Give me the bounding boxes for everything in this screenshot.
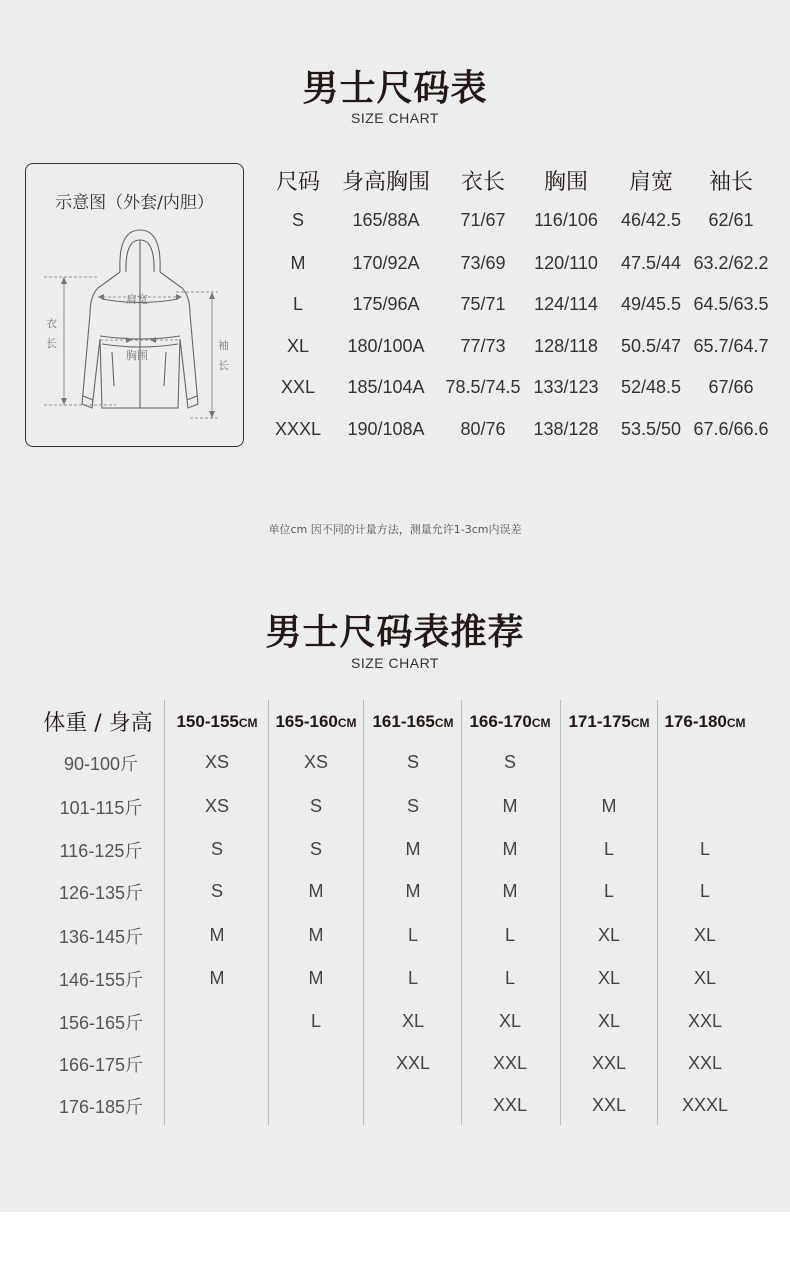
size-chart-cell: 138/128 <box>533 419 599 439</box>
size-chart-cell: 190/108A <box>347 419 425 439</box>
recommendation-title: 男士尺码表推荐 <box>265 612 525 653</box>
size-chart-header: 胸围 <box>543 170 588 195</box>
recommended-size-cell: L <box>504 925 515 945</box>
size-chart-cell: 165/88A <box>352 210 420 230</box>
height-range-value: 161-165 <box>372 712 435 731</box>
size-chart-cell: 67/66 <box>708 377 754 397</box>
recommended-size-cell: XXL <box>591 1095 627 1115</box>
size-chart-cell: 120/110 <box>534 253 598 273</box>
recommended-size-cell: M <box>209 925 225 945</box>
size-chart-cell: 170/92A <box>352 253 420 273</box>
size-chart-cell: S <box>291 210 304 230</box>
size-chart-cell: 62/61 <box>708 210 754 230</box>
size-chart-cell: 71/67 <box>460 210 506 230</box>
recommended-size-cell: XXXL <box>681 1095 729 1115</box>
size-chart-cell: 124/114 <box>534 294 598 314</box>
recommended-size-cell: S <box>309 796 322 816</box>
size-chart-cell: 80/76 <box>460 419 506 439</box>
recommended-size-cell: S <box>503 752 516 772</box>
recommended-size-cell: XXL <box>687 1053 723 1073</box>
size-chart-cell: M <box>290 253 306 273</box>
size-chart-header: 袖长 <box>708 170 753 195</box>
shoulder-label: 肩宽 <box>126 293 148 306</box>
weight-range-label: 116-125斤 <box>59 841 143 861</box>
height-range-value: 150-155 <box>176 712 239 731</box>
size-chart-cell: 47.5/44 <box>620 253 682 273</box>
recommended-size-cell: L <box>699 881 710 901</box>
height-range-header <box>268 712 364 732</box>
height-range-value: 171-175 <box>568 712 631 731</box>
height-range-header <box>169 712 265 732</box>
size-chart-cell: 77/73 <box>460 336 506 356</box>
recommended-size-cell: XXL <box>687 1011 723 1031</box>
weight-range-label: 126-135斤 <box>58 883 144 903</box>
size-chart-cell: 133/123 <box>533 377 599 397</box>
weight-range-label: 101-115斤 <box>59 798 143 818</box>
sleeve-label-1: 袖 <box>218 339 229 352</box>
size-chart-cell: 49/45.5 <box>620 294 682 314</box>
size-chart-cell: 73/69 <box>460 253 506 273</box>
recommended-size-cell: L <box>407 968 418 988</box>
size-chart-cell: 52/48.5 <box>620 377 682 397</box>
recommended-size-cell: M <box>308 881 324 901</box>
weight-range-label: 156-165斤 <box>58 1013 144 1033</box>
size-chart-cell: 50.5/47 <box>620 336 682 356</box>
weight-height-label: 体重 / 身高 <box>43 711 153 736</box>
recommended-size-cell: M <box>502 881 518 901</box>
size-chart-cell: 64.5/63.5 <box>693 294 769 314</box>
recommended-size-cell: S <box>406 752 419 772</box>
size-chart-header: 衣长 <box>460 170 505 195</box>
size-chart-header: 身高胸围 <box>341 170 430 195</box>
size-chart-cell: 128/118 <box>534 336 598 356</box>
size-chart-header: 尺码 <box>275 170 320 195</box>
recommended-size-cell: L <box>407 925 418 945</box>
weight-range-label: 176-185斤 <box>58 1097 144 1117</box>
recommended-size-cell: L <box>603 881 614 901</box>
size-chart-cell: 180/100A <box>347 336 425 356</box>
recommended-size-cell: S <box>309 839 322 859</box>
recommended-size-cell: XL <box>597 925 621 945</box>
recommended-size-cell: M <box>405 881 421 901</box>
recommended-size-cell: S <box>210 881 223 901</box>
recommended-size-cell: L <box>699 839 710 859</box>
recommended-size-cell: XXL <box>492 1095 528 1115</box>
recommended-size-cell: XS <box>303 752 328 772</box>
height-unit: CM <box>726 716 746 730</box>
height-range-header <box>462 712 558 732</box>
page-subtitle: SIZE CHART <box>351 110 439 126</box>
recommended-size-cell: L <box>504 968 515 988</box>
recommended-size-cell: XL <box>693 968 717 988</box>
page-title: 男士尺码表 <box>302 68 488 109</box>
size-chart-cell: XXL <box>280 377 316 397</box>
height-range-header <box>657 712 753 732</box>
recommended-size-cell: S <box>406 796 419 816</box>
height-range-header <box>561 712 657 732</box>
weight-range-label: 146-155斤 <box>58 970 144 990</box>
size-chart-cell: 65.7/64.7 <box>693 336 769 356</box>
recommended-size-cell: L <box>603 839 614 859</box>
size-chart-cell: XXXL <box>274 419 322 439</box>
size-chart-cell: 63.2/62.2 <box>693 253 769 273</box>
size-chart-cell: 175/96A <box>352 294 420 314</box>
recommended-size-cell: XL <box>597 1011 621 1031</box>
size-chart-header: 肩宽 <box>628 170 673 195</box>
recommended-size-cell: XL <box>401 1011 425 1031</box>
recommended-size-cell: M <box>601 796 617 816</box>
recommended-size-cell: L <box>310 1011 321 1031</box>
weight-range-label: 136-145斤 <box>58 927 144 947</box>
recommended-size-cell: M <box>502 839 518 859</box>
recommended-size-cell: XL <box>597 968 621 988</box>
weight-range-label: 90-100斤 <box>63 754 139 774</box>
height-range-value: 166-170 <box>469 712 532 731</box>
size-chart-cell: 185/104A <box>347 377 425 397</box>
height-range-value: 165-160 <box>275 712 338 731</box>
measurement-note: 单位cm 因不同的计量方法，测量允许1-3cm内误差 <box>268 523 522 536</box>
chest-label: 胸围 <box>126 349 148 362</box>
height-unit: CM <box>434 716 454 730</box>
size-chart-cell: 46/42.5 <box>620 210 682 230</box>
recommended-size-cell: XXL <box>591 1053 627 1073</box>
height-unit: CM <box>630 716 650 730</box>
sleeve-label-2: 长 <box>218 359 229 372</box>
height-unit: CM <box>238 716 258 730</box>
recommended-size-cell: M <box>209 968 225 988</box>
weight-range-label: 166-175斤 <box>58 1055 144 1075</box>
height-unit: CM <box>531 716 551 730</box>
size-chart-cell: L <box>292 294 303 314</box>
recommended-size-cell: M <box>308 925 324 945</box>
height-range-header <box>365 712 461 732</box>
recommended-size-cell: M <box>502 796 518 816</box>
size-chart-cell: 116/106 <box>534 210 598 230</box>
height-unit: CM <box>337 716 357 730</box>
length-label-2: 长 <box>46 337 57 350</box>
size-chart-cell: 53.5/50 <box>620 419 682 439</box>
size-chart-cell: 67.6/66.6 <box>693 419 769 439</box>
recommended-size-cell: M <box>405 839 421 859</box>
size-chart-cell: 78.5/74.5 <box>445 377 521 397</box>
recommended-size-cell: XL <box>693 925 717 945</box>
size-chart-cell: 75/71 <box>460 294 506 314</box>
size-chart-cell: XL <box>286 336 310 356</box>
length-label-1: 衣 <box>46 317 57 330</box>
measurement-diagram <box>25 163 244 447</box>
recommended-size-cell: XXL <box>492 1053 528 1073</box>
recommendation-subtitle: SIZE CHART <box>351 655 439 671</box>
recommended-size-cell: XS <box>204 752 229 772</box>
diagram-title: 示意图（外套/内胆） <box>55 193 214 213</box>
recommended-size-cell: XL <box>498 1011 522 1031</box>
recommended-size-cell: XS <box>204 796 229 816</box>
recommended-size-cell: XXL <box>395 1053 431 1073</box>
recommended-size-cell: S <box>210 839 223 859</box>
height-range-value: 176-180 <box>664 712 727 731</box>
recommended-size-cell: M <box>308 968 324 988</box>
